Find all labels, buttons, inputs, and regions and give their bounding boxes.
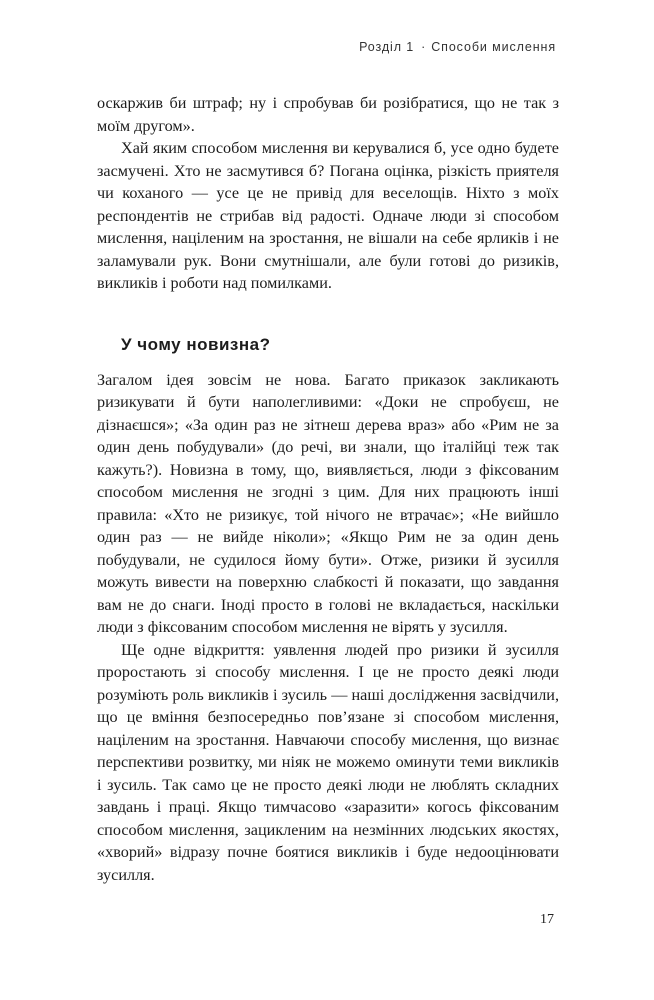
paragraph: Хай яким способом мислення ви керувалися б, усе одно будете засмучені. Хто не засмутився б? Погана оцінка, різкість приятеля чи коханого — усе це не привід для веселощів. Ніхто з моїх респондентів не стрибав від радості. Одначе люди зі способом мислення, націленим на зростання, не вішали на себе ярликів і не заламували рук. Вони смутнішали, але були готові до ризиків, викликів і роботи над помилками. <box>97 139 559 292</box>
section-heading: У чому новизна? <box>121 334 271 354</box>
paragraph-continuation: оскаржив би штраф; ну і спробував би розібратися, що не так з моїм другом». <box>97 94 559 135</box>
chapter-title: Способи мислення <box>431 40 556 54</box>
paragraph: Загалом ідея зовсім не нова. Багато приказок закликають ризикувати й бути наполегливими: «Доки не спробуєш, не дізнаєшся»; «За один раз не зітнеш дерева враз» або «Рим не за один день побудували» (до речі, ви знали, що італійці теж так кажуть?). Новизна в тому, що, виявляється, люди з фіксованим способом мислення не згодні з цим. Для них працюють інші правила: «Хто не ризикує, той нічого не втрачає»; «Не вийшло один раз — не вийде ніколи»; «Якщо Рим не за один день побудували, не судилося йому бути». Отже, ризики й зусилля можуть вивести на поверхню слабкості й показати, що завдання вам не до снаги. Іноді просто в голові не вкладається, наскільки люди з фіксованим способом мислення не вірять у зусилля. <box>97 370 559 636</box>
paragraph: Ще одне відкриття: уявлення людей про ризики й зусилля проростають зі способу мислення. І це не просто деякі люди розуміють роль викликів і зусиль — наші дослідження засвідчили, що це вміння безпосередньо пов’язане зі способом мислення, націленим на зростання. Навчаючи способу мислення, що визнає перспективи розвитку, ми ніяк не можемо оминути теми викликів і зусиль. Так само це не просто деякі люди не люблять складних завдань і праці. Якщо тимчасово «заразити» когось фіксованим способом мислення, зацикленим на незмінних людських якостях, «хворий» відразу почне боятися викликів і буде недооцінювати зусилля. <box>97 640 559 884</box>
page-number: 17 <box>540 912 554 927</box>
running-header <box>359 40 556 54</box>
chapter-label: Розділ 1 <box>359 40 415 54</box>
page-body <box>97 92 559 886</box>
section-new <box>97 369 559 887</box>
section-top <box>97 92 559 295</box>
header-separator: · <box>421 40 427 54</box>
